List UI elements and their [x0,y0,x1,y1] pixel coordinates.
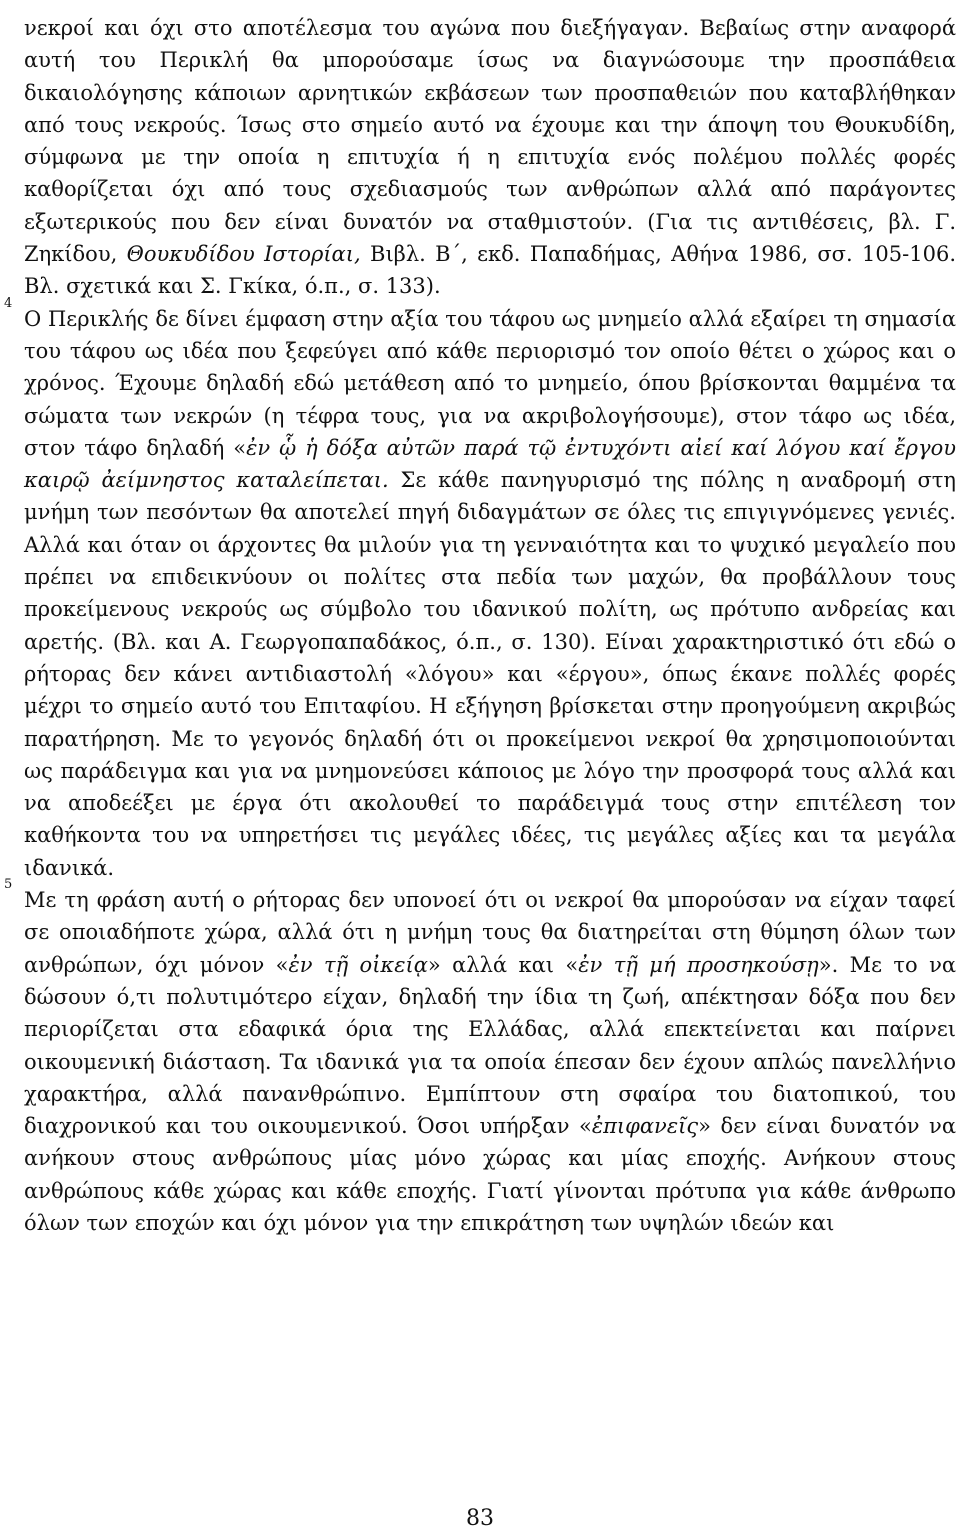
document-page [4,12,957,1239]
footnote-5-text [24,884,956,1239]
footnote-5-greek-quote-2: ἐν τῇ μή προσηκούσῃ [578,952,819,977]
footnote-5-greek-quote-3: ἐπιφανεῖς [591,1114,699,1139]
continuation-text-1: νεκροί και όχι στο αποτέλεσμα του αγώνα που διεξήγαγαν. Βεβαίως στην αναφορά αυτή του Περικλή θα μπορούσαμε ίσως να διαγνώσουμε την προσπάθεια δικαιολόγησης κάποιων αρνητικών εκβάσεων των προσπαθειών που καταβλήθηκαν από τους νεκρούς. Ίσως στο σημείο αυτό να έχουμε και την άποψη του Θουκυδίδη, σύμφωνα με την οποία η επιτυχία ή η επιτυχία ενός πολέμου πολλές φορές καθορίζεται όχι από τους σχεδιασμούς των ανθρώπων αλλά από παράγοντες εξωτερικούς που δεν είναι δυνατόν να σταθμιστούν. (Για τις αντιθέσεις, βλ. Γ. Ζηκίδου, [24,16,956,267]
footnote-4-text-1: Ο Περικλής δε δίνει έμφαση στην αξία του τάφου ως μνημείο αλλά εξαίρει τη σημασία του τάφου ως ιδέα που ξεφεύγει από κάθε περιορισμό τον οποίο θέτει ο χώρος και ο χρόνος. Έχουμε δηλαδή εδώ μετάθεση από το μνημείο, όπου βρίσκονται θαμμένα τα σώματα των νεκρών (η τέφρα τους, για να ακριβολογήσουμε), στον τάφο ως ιδέα, στον τάφο δηλαδή « [24,306,956,460]
footnote-5 [4,877,957,1239]
footnote-5-text-3: ». Με το να δώσουν ό,τι πολυτιμότερο είχαν, δηλαδή την ίδια τη ζωή, απέκτησαν δόξα που δεν περιορίζεται στα εδαφικά όρια της Ελλάδας, αλλά επεκτείνεται και παίρνει οικουμενική διάσταση. Τα ιδανικά για τα οποία έπεσαν δεν έχουν απλώς πανελλήνιο χαρακτήρα, αλλά πανανθρώπινο. Εμπίπτουν στη σφαίρα του διατοπικού, του διαχρονικού και του οικουμενικού. Όσοι υπήρξαν « [24,952,957,1139]
footnote-5-greek-quote-1: ἐν τῇ οἰκείᾳ [288,952,428,977]
footnote-5-text-4: » δεν είναι δυνατόν να ανήκουν στους ανθρώπους μίας μόνο χώρας και μίας εποχής. Ανήκουν στους ανθρώπους κάθε χώρας και κάθε εποχής. Γιατί γίνονται πρότυπα για κάθε άνθρωπο όλων των εποχών και όχι μόνον για την επικράτηση των υψηλών ιδεών και [24,1114,957,1235]
footnote-5-text-1: Με τη φράση αυτή ο ρήτορας δεν υπονοεί ότι οι νεκροί θα μπορούσαν να είχαν ταφεί σε οποιαδήποτε χώρα, αλλά ότι η μνήμη τους θα διατηρείται στη θύμηση όλων των ανθρώπων, όχι μόνον « [24,888,956,977]
footnote-4-text-2: Σε κάθε πανηγυρισμό της πόλης η αναδρομή στη μνήμη των πεσόντων θα αποτελεί πηγή διδαγμάτων σε όλες τις επιγιγνόμενες γενιές. Αλλά και όταν οι άρχοντες θα μιλούν για τη γενναιότητα και το ψυχικό μεγαλείο που πρέπει να επιδεικνύουν οι πολίτες στα πεδία των μαχών, θα προβάλλουν τους προκείμενους νεκρούς ως σύμβολο του ιδανικού πολίτη, ως πρότυπο ανδρείας και αρετής. (Βλ. και Α. Γεωργοπαπαδάκος, ό.π., σ. 130). Είναι χαρακτηριστικό ότι εδώ ο ρήτορας δεν κάνει αντιδιαστολή «λόγου» και «έργου», όπως έκανε πολλές φορές μέχρι το σημείο αυτό του Επιταφίου. Η εξήγηση βρίσκεται στην προηγούμενη ακριβώς παρατήρηση. Με το γεγονός δηλαδή ότι οι προκείμενοι νεκροί θα χρησιμοποιούνται ως παράδειγμα και για να μνημονεύσει κάποιος με λόγο την προσφορά τους αλλά και να αποδεέξει με έργα ότι ακολουθεί το παράδειγμά τους στην επιτέλεση τον καθήκοντα του να υπηρετήσει τις μεγάλες ιδέες, τις μεγάλες αξίες και τα μεγάλα ιδανικά. [24,468,956,880]
continuation-italic-title: Θουκυδίδου Ιστορίαι, [126,242,361,267]
footnote-4-marker: 4 [4,295,13,311]
page-number: 83 [466,1506,494,1531]
footnote-4 [4,295,956,884]
continuation-paragraph [24,12,956,303]
footnote-4-text [24,303,956,884]
footnote-5-text-2: » αλλά και « [427,952,579,977]
continuation-text-2: Βιβλ. Β΄, εκδ. Παπαδήμας, Αθήνα 1986, σσ. 105-106. Βλ. σχετικά και Σ. Γκίκα, ό.π., σ. 133). [24,242,956,299]
footnote-4-greek-quote: ἐν ᾧ ἡ δόξα αὐτῶν παρά τῷ ἐντυχόντι αἰεί καί λόγου καί ἔργου καιρῷ ἀείμνηστος καταλείπεται. [24,435,956,493]
footnote-5-marker: 5 [4,877,13,893]
